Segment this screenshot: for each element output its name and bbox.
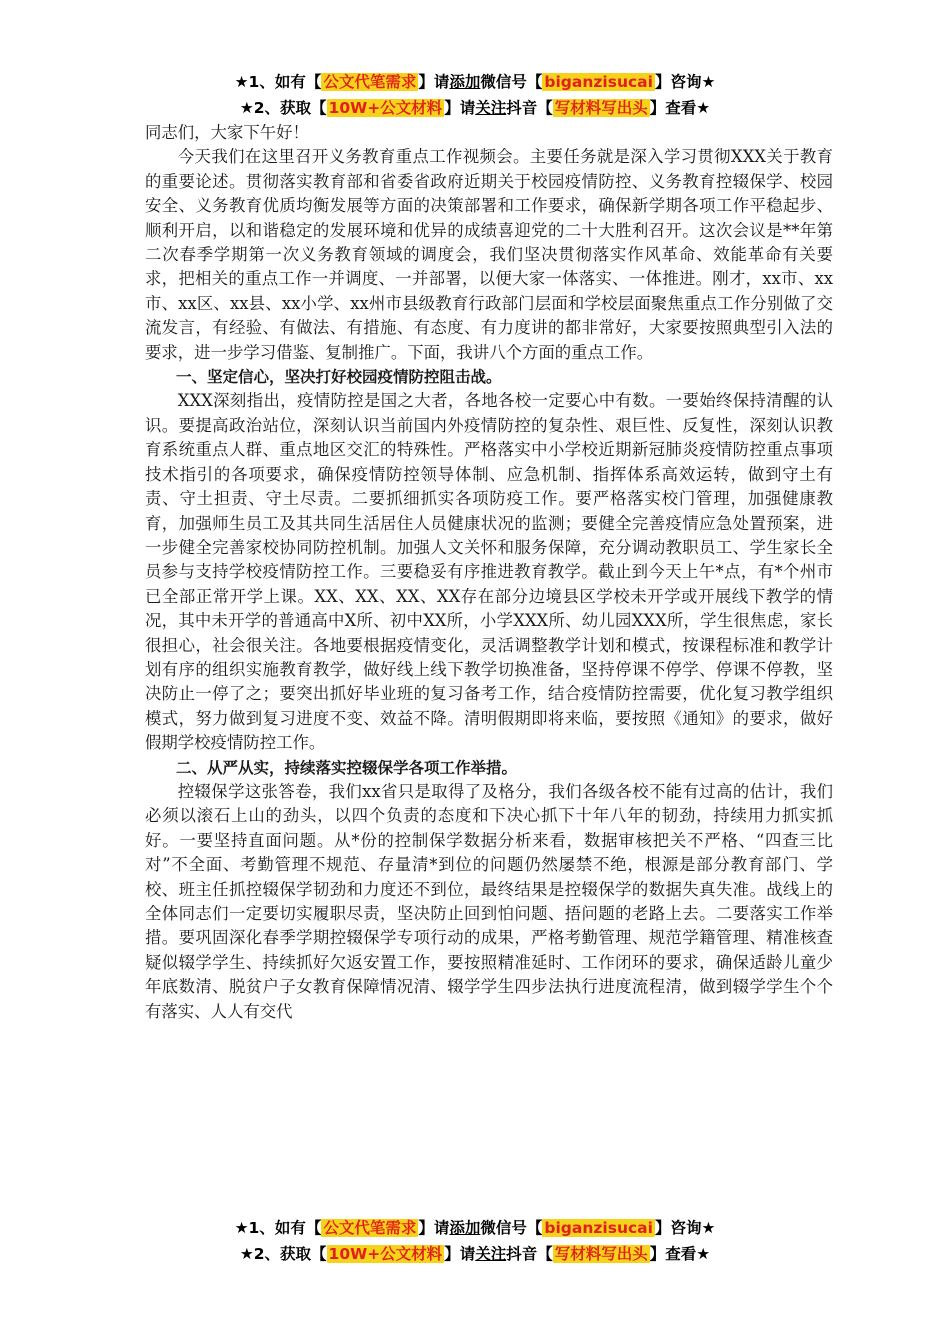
promo-line-2: ★2、获取【 10W+公文材料 】请关注抖音【 写材料写出头 】查看★: [239, 99, 711, 117]
document-body: [145, 121, 833, 1024]
section-paragraph-2: 控辍保学这张答卷，我们xx省只是取得了及格分，我们各级各校不能有过高的估计，我们必须以滚石上山的劲头，以四个负责的态度和下决心抓下十年八年的韧劲，持续用力抓实抓好。一要坚持直面问题。从*份的控制保学数据分析来看，数据审核把关不严格、“四查三比对”不全面、考勤管理不规范、存量清*到位的问题仍然屡禁不绝，根源是部分教育部门、学校、班主任抓控辍保学韧劲和力度还不到位，最终结果是控辍保学的数据失真失准。战线上的全体同志们一定要切实履职尽责，坚决防止回到怕问题、捂问题的老路上去。二要落实工作举措。要巩固深化春季学期控辍保学专项行动的成果，严格考勤管理、规范学籍管理、精准核查疑似辍学学生、持续抓好欠返安置工作，要按照精准延时、工作闭环的要求，确保适龄儿童少年底数清、脱贫户子女教育保障情况清、辍学学生四步法执行进度流程清，做到辍学学生个个有落实、人人有交代: [145, 781, 833, 1021]
highlight-service: 公文代笔需求: [323, 73, 417, 91]
section-heading-2: 二、从严从实，持续落实控辍保学各项工作举措。: [176, 758, 518, 777]
highlight-materials: 10W+公文材料: [328, 99, 443, 117]
promo-banner-top: [0, 70, 950, 122]
section-paragraph-1: XXX深刻指出，疫情防控是国之大者，各地各校一定要心中有数。一要始终保持清醒的认识。要提高政治站位，深刻认识当前国内外疫情防控的复杂性、艰巨性、反复性，深刻认识教育系统重点人群、重点地区交汇的特殊性。严格落实中小学校近期新冠肺炎疫情防控重点事项技术指引的各项要求，确保疫情防控领导体制、应急机制、指挥体系高效运转，做到守土有责、守土担责、守土尽责。二要抓细抓实各项防疫工作。要严格落实校门管理，加强健康教育，加强师生员工及其共同生活居住人员健康状况的监测；要健全完善疫情应急处置预案，进一步健全完善家校协同防控机制。加强人文关怀和服务保障，充分调动教职员工、学生家长全员参与支持学校疫情防控工作。三要稳妥有序推进教育教学。截止到今天上午*点，有*个州市已全部正常开学上课。XX、XX、XX、XX存在部分边境县区学校未开学或开展线下教学的情况，其中未开学的普通高中X所、初中XX所，小学XXX所、幼儿园XXX所，学生很焦虑，家长很担心，社会很关注。各地要根据疫情变化，灵活调整教学计划和模式，按课程标准和教学计划有序的组织实施教育教学，做好线上线下教学切换准备，坚持停课不停学、停课不停教，坚决防止一停了之；要突出抓好毕业班的复习备考工作，结合疫情防控需要，优化复习教学组织模式，努力做到复习进度不变、效益不降。清明假期即将来临，要按照《通知》的要求，做好假期学校疫情防控工作。: [145, 391, 833, 753]
highlight-douyin-id: 写材料写出头: [554, 1245, 648, 1263]
greeting: 同志们，大家下午好！: [145, 123, 309, 142]
promo-line-1: ★1、如有【 公文代笔需求 】请添加微信号【 biganzisucai 】咨询★: [234, 1219, 716, 1237]
highlight-materials: 10W+公文材料: [328, 1245, 443, 1263]
highlight-service: 公文代笔需求: [323, 1219, 417, 1237]
section-heading-1: 一、坚定信心，坚决打好校园疫情防控阻击战。: [176, 368, 502, 387]
promo-banner-bottom: [0, 1216, 950, 1268]
highlight-wechat-id: biganzisucai: [544, 73, 653, 91]
promo-line-2: ★2、获取【 10W+公文材料 】请关注抖音【 写材料写出头 】查看★: [239, 1245, 711, 1263]
highlight-wechat-id: biganzisucai: [544, 1219, 653, 1237]
intro-paragraph: 今天我们在这里召开义务教育重点工作视频会。主要任务就是深入学习贯彻XXX关于教育的重要论述。贯彻落实教育部和省委省政府近期关于校园疫情防控、义务教育控辍保学、校园安全、义务教育优质均衡发展等方面的决策部署和工作要求，确保新学期各项工作平稳起步、顺利开启，以和谐稳定的发展环境和优异的成绩喜迎党的二十大胜利召开。这次会议是**年第二次春季学期第一次义务教育领域的调度会，我们坚决贯彻落实作风革命、效能革命有关要求，把相关的重点工作一并调度、一并部署，以便大家一体落实、一体推进。刚才，xx市、xx市、xx区、xx县、xx小学、xx州市县级教育行政部门层面和学校层面聚焦重点工作分别做了交流发言，有经验、有做法、有措施、有态度、有力度讲的都非常好，大家要按照典型引入法的要求，进一步学习借鉴、复制推广。下面，我讲八个方面的重点工作。: [145, 147, 833, 362]
promo-line-1: ★1、如有【 公文代笔需求 】请添加微信号【 biganzisucai 】咨询★: [234, 73, 716, 91]
highlight-douyin-id: 写材料写出头: [554, 99, 648, 117]
